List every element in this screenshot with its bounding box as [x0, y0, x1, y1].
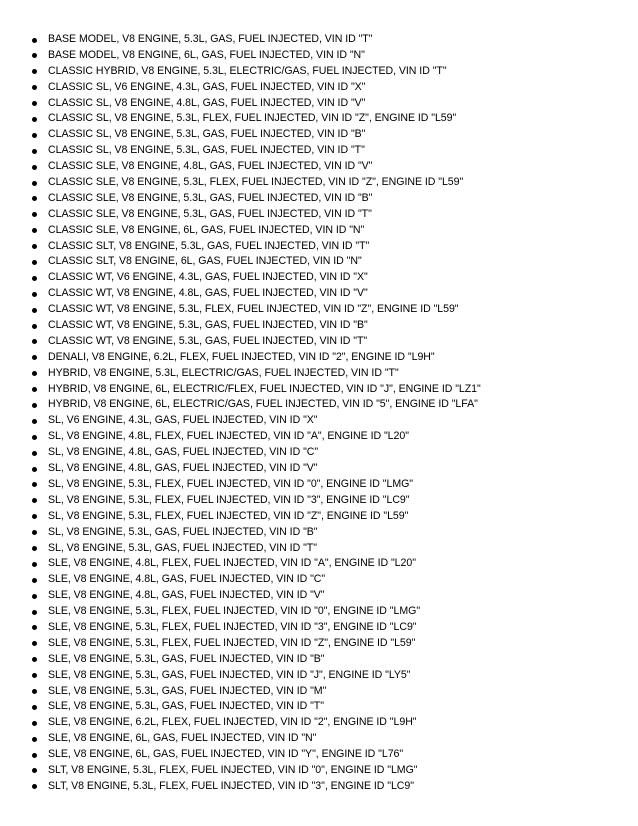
list-item-text: SLT, V8 ENGINE, 5.3L, FLEX, FUEL INJECTED, VIN ID "3", ENGINE ID "LC9" — [48, 779, 414, 792]
list-item — [32, 32, 622, 48]
list-item-text: SLE, V8 ENGINE, 5.3L, GAS, FUEL INJECTED, VIN ID "T" — [48, 700, 324, 713]
list-item — [32, 652, 622, 668]
bullet-icon — [32, 85, 37, 90]
bullet-icon — [32, 435, 37, 440]
list-item — [32, 699, 622, 715]
list-item-text: SLE, V8 ENGINE, 5.3L, GAS, FUEL INJECTED, VIN ID "B" — [48, 652, 325, 665]
list-item — [32, 239, 622, 255]
bullet-icon — [32, 117, 37, 122]
list-item — [32, 731, 622, 747]
list-item-text: SLE, V8 ENGINE, 5.3L, FLEX, FUEL INJECTED, VIN ID "Z", ENGINE ID "L59" — [48, 636, 416, 649]
list-item — [32, 604, 622, 620]
bullet-icon — [32, 784, 37, 789]
list-item — [32, 191, 622, 207]
bullet-icon — [32, 721, 37, 726]
list-item-text: CLASSIC SLE, V8 ENGINE, 6L, GAS, FUEL INJECTED, VIN ID "N" — [48, 223, 365, 236]
list-item — [32, 636, 622, 652]
list-item — [32, 318, 622, 334]
bullet-icon — [32, 53, 37, 58]
list-item — [32, 254, 622, 270]
list-item-text: SL, V8 ENGINE, 4.8L, GAS, FUEL INJECTED, VIN ID "V" — [48, 462, 318, 475]
list-item — [32, 445, 622, 461]
list-item-text: DENALI, V8 ENGINE, 6.2L, FLEX, FUEL INJECTED, VIN ID "2", ENGINE ID "L9H" — [48, 350, 435, 363]
list-item — [32, 509, 622, 525]
list-item — [32, 541, 622, 557]
list-item-text: SL, V8 ENGINE, 5.3L, FLEX, FUEL INJECTED, VIN ID "3", ENGINE ID "LC9" — [48, 493, 410, 506]
list-item-text: CLASSIC HYBRID, V8 ENGINE, 5.3L, ELECTRIC/GAS, FUEL INJECTED, VIN ID "T" — [48, 64, 447, 77]
bullet-icon — [32, 641, 37, 646]
list-item-text: CLASSIC SL, V8 ENGINE, 5.3L, GAS, FUEL INJECTED, VIN ID "T" — [48, 144, 365, 157]
bullet-icon — [32, 324, 37, 329]
list-item-text: CLASSIC WT, V8 ENGINE, 5.3L, FLEX, FUEL INJECTED, VIN ID "Z", ENGINE ID "L59" — [48, 303, 459, 316]
list-item-text: SLE, V8 ENGINE, 6L, GAS, FUEL INJECTED, VIN ID "N" — [48, 732, 317, 745]
list-item-text: SL, V8 ENGINE, 4.8L, FLEX, FUEL INJECTED, VIN ID "A", ENGINE ID "L20" — [48, 430, 409, 443]
list-item-text: SLT, V8 ENGINE, 5.3L, FLEX, FUEL INJECTED, VIN ID "0", ENGINE ID "LMG" — [48, 763, 418, 776]
list-item-text: SL, V8 ENGINE, 5.3L, FLEX, FUEL INJECTED, VIN ID "0", ENGINE ID "LMG" — [48, 477, 414, 490]
bullet-icon — [32, 212, 37, 217]
bullet-icon — [32, 339, 37, 344]
list-item-text: SLE, V8 ENGINE, 5.3L, GAS, FUEL INJECTED, VIN ID "M" — [48, 684, 327, 697]
list-item — [32, 127, 622, 143]
list-item — [32, 429, 622, 445]
list-item — [32, 779, 622, 795]
list-item-text: SLE, V8 ENGINE, 4.8L, GAS, FUEL INJECTED, VIN ID "V" — [48, 589, 325, 602]
list-item — [32, 223, 622, 239]
list-item-text: SLE, V8 ENGINE, 4.8L, GAS, FUEL INJECTED, VIN ID "C" — [48, 573, 326, 586]
bullet-icon — [32, 292, 37, 297]
list-item-text: BASE MODEL, V8 ENGINE, 6L, GAS, FUEL INJECTED, VIN ID "N" — [48, 48, 365, 61]
list-item-text: HYBRID, V8 ENGINE, 6L, ELECTRIC/GAS, FUEL INJECTED, VIN ID "5", ENGINE ID "LFA" — [48, 398, 478, 411]
bullet-icon — [32, 260, 37, 265]
list-item-text: SLE, V8 ENGINE, 5.3L, GAS, FUEL INJECTED, VIN ID "J", ENGINE ID "LY5" — [48, 668, 411, 681]
list-item-text: CLASSIC WT, V6 ENGINE, 4.3L, GAS, FUEL INJECTED, VIN ID "X" — [48, 271, 368, 284]
list-item-text: BASE MODEL, V8 ENGINE, 5.3L, GAS, FUEL INJECTED, VIN ID "T" — [48, 33, 373, 45]
list-item — [32, 493, 622, 509]
bullet-icon — [32, 467, 37, 472]
bullet-icon — [32, 594, 37, 599]
bullet-icon — [32, 625, 37, 630]
list-item-text: SL, V8 ENGINE, 5.3L, GAS, FUEL INJECTED, VIN ID "B" — [48, 525, 318, 538]
list-item — [32, 350, 622, 366]
bullet-icon — [32, 451, 37, 456]
list-item-text: SL, V6 ENGINE, 4.3L, GAS, FUEL INJECTED, VIN ID "X" — [48, 414, 318, 427]
list-item — [32, 159, 622, 175]
list-item — [32, 461, 622, 477]
list-item-text: CLASSIC SL, V6 ENGINE, 4.3L, GAS, FUEL INJECTED, VIN ID "X" — [48, 80, 366, 93]
list-item — [32, 334, 622, 350]
list-item-text: SLE, V8 ENGINE, 6L, GAS, FUEL INJECTED, VIN ID "Y", ENGINE ID "L76" — [48, 748, 404, 761]
bullet-icon — [32, 276, 37, 281]
list-item — [32, 556, 622, 572]
bullet-icon — [32, 768, 37, 773]
bullet-icon — [32, 753, 37, 758]
list-item — [32, 207, 622, 223]
bullet-icon — [32, 101, 37, 106]
list-item-text: CLASSIC SLE, V8 ENGINE, 5.3L, FLEX, FUEL INJECTED, VIN ID "Z", ENGINE ID "L59" — [48, 176, 464, 189]
list-item-text: CLASSIC SLT, V8 ENGINE, 5.3L, GAS, FUEL INJECTED, VIN ID "T" — [48, 239, 370, 252]
bullet-icon — [32, 355, 37, 360]
list-item — [32, 477, 622, 493]
list-item — [32, 175, 622, 191]
list-item-text: CLASSIC WT, V8 ENGINE, 5.3L, GAS, FUEL INJECTED, VIN ID "T" — [48, 334, 368, 347]
list-item-text: SL, V8 ENGINE, 4.8L, GAS, FUEL INJECTED, VIN ID "C" — [48, 446, 319, 459]
list-item-text: HYBRID, V8 ENGINE, 6L, ELECTRIC/FLEX, FUEL INJECTED, VIN ID "J", ENGINE ID "LZ1" — [48, 382, 481, 395]
list-item-text: CLASSIC SL, V8 ENGINE, 5.3L, FLEX, FUEL INJECTED, VIN ID "Z", ENGINE ID "L59" — [48, 112, 457, 125]
bullet-icon — [32, 657, 37, 662]
bullet-icon — [32, 69, 37, 74]
list-item — [32, 397, 622, 413]
list-item — [32, 588, 622, 604]
list-item-text: SLE, V8 ENGINE, 5.3L, FLEX, FUEL INJECTED, VIN ID "3", ENGINE ID "LC9" — [48, 620, 417, 633]
list-item-text: SLE, V8 ENGINE, 5.3L, FLEX, FUEL INJECTED, VIN ID "0", ENGINE ID "LMG" — [48, 605, 421, 618]
bullet-icon — [32, 165, 37, 170]
bullet-icon — [32, 403, 37, 408]
list-item-text: CLASSIC SL, V8 ENGINE, 4.8L, GAS, FUEL INJECTED, VIN ID "V" — [48, 96, 366, 109]
list-item-text: CLASSIC SLE, V8 ENGINE, 4.8L, GAS, FUEL INJECTED, VIN ID "V" — [48, 160, 373, 173]
list-item — [32, 525, 622, 541]
bullet-icon — [32, 149, 37, 154]
list-item — [32, 48, 622, 64]
bullet-icon — [32, 133, 37, 138]
list-item — [32, 286, 622, 302]
bullet-icon — [32, 498, 37, 503]
bullet-icon — [32, 530, 37, 535]
list-item — [32, 572, 622, 588]
list-item-text: CLASSIC SLT, V8 ENGINE, 6L, GAS, FUEL INJECTED, VIN ID "N" — [48, 255, 362, 268]
list-item — [32, 270, 622, 286]
list-item — [32, 302, 622, 318]
bullet-icon — [32, 578, 37, 583]
bullet-icon — [32, 737, 37, 742]
vehicle-configuration-list — [32, 32, 622, 795]
bullet-icon — [32, 673, 37, 678]
bullet-icon — [32, 308, 37, 313]
list-item-text: SLE, V8 ENGINE, 6.2L, FLEX, FUEL INJECTED, VIN ID "2", ENGINE ID "L9H" — [48, 716, 417, 729]
bullet-icon — [32, 371, 37, 376]
list-item-text: CLASSIC SLE, V8 ENGINE, 5.3L, GAS, FUEL INJECTED, VIN ID "B" — [48, 191, 373, 204]
list-item — [32, 382, 622, 398]
bullet-icon — [32, 181, 37, 186]
list-item-text: CLASSIC WT, V8 ENGINE, 5.3L, GAS, FUEL INJECTED, VIN ID "B" — [48, 319, 368, 332]
bullet-icon — [32, 514, 37, 519]
bullet-icon — [32, 705, 37, 710]
bullet-icon — [32, 196, 37, 201]
list-item — [32, 96, 622, 112]
bullet-icon — [32, 419, 37, 424]
list-item — [32, 715, 622, 731]
bullet-icon — [32, 244, 37, 249]
list-item-text: SL, V8 ENGINE, 5.3L, GAS, FUEL INJECTED, VIN ID "T" — [48, 541, 317, 554]
list-item-text: SL, V8 ENGINE, 5.3L, FLEX, FUEL INJECTED, VIN ID "Z", ENGINE ID "L59" — [48, 509, 409, 522]
bullet-icon — [32, 38, 37, 43]
bullet-icon — [32, 689, 37, 694]
list-item — [32, 143, 622, 159]
list-item — [32, 763, 622, 779]
bullet-icon — [32, 562, 37, 567]
list-item — [32, 366, 622, 382]
list-item-text: SLE, V8 ENGINE, 4.8L, FLEX, FUEL INJECTED, VIN ID "A", ENGINE ID "L20" — [48, 557, 416, 570]
bullet-icon — [32, 482, 37, 487]
list-item — [32, 111, 622, 127]
bullet-icon — [32, 546, 37, 551]
list-item-text: CLASSIC WT, V8 ENGINE, 4.8L, GAS, FUEL INJECTED, VIN ID "V" — [48, 287, 368, 300]
list-item — [32, 64, 622, 80]
list-item — [32, 684, 622, 700]
list-item-text: CLASSIC SL, V8 ENGINE, 5.3L, GAS, FUEL INJECTED, VIN ID "B" — [48, 128, 366, 141]
bullet-icon — [32, 387, 37, 392]
list-item — [32, 413, 622, 429]
list-item-text: CLASSIC SLE, V8 ENGINE, 5.3L, GAS, FUEL INJECTED, VIN ID "T" — [48, 207, 372, 220]
list-item — [32, 668, 622, 684]
list-item — [32, 620, 622, 636]
list-item — [32, 80, 622, 96]
list-item — [32, 747, 622, 763]
list-item-text: HYBRID, V8 ENGINE, 5.3L, ELECTRIC/GAS, FUEL INJECTED, VIN ID "T" — [48, 366, 399, 379]
bullet-icon — [32, 610, 37, 615]
bullet-icon — [32, 228, 37, 233]
